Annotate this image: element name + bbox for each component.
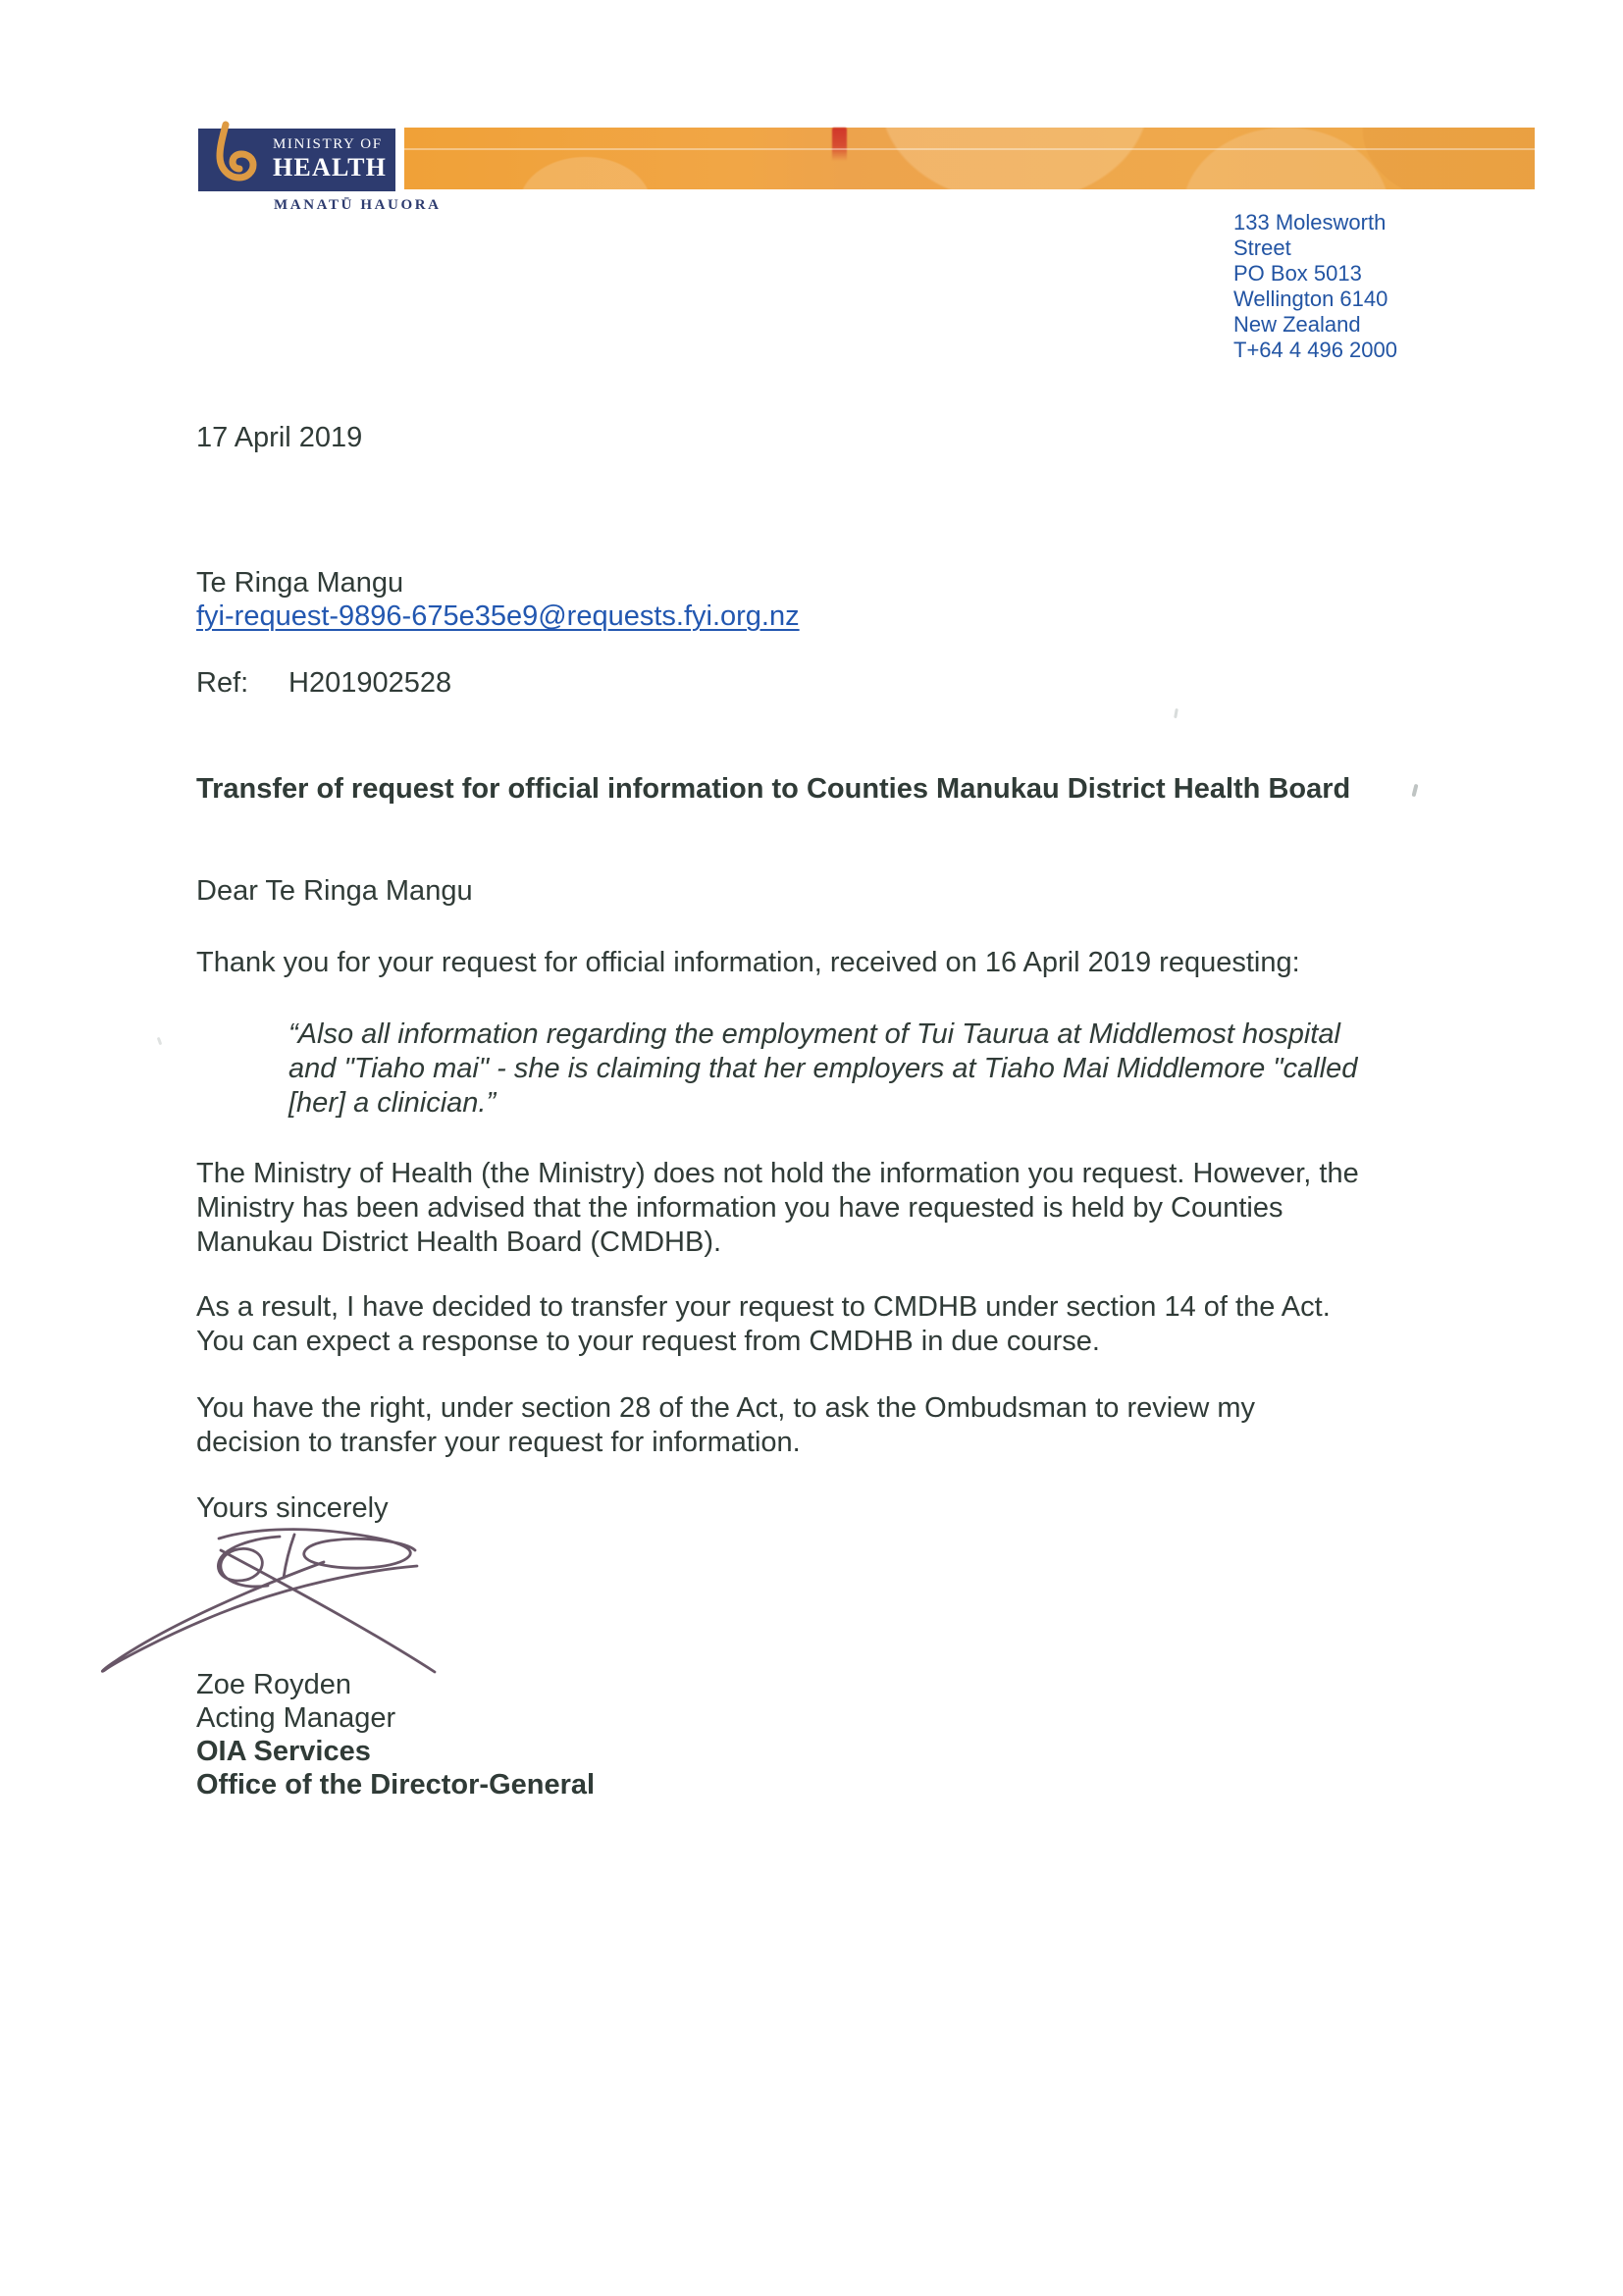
paragraph-line: The Ministry of Health (the Ministry) does not hold the information you request. However, the	[196, 1158, 1359, 1189]
banner-red-mark	[832, 128, 847, 161]
scan-artifact	[1174, 708, 1178, 718]
paragraph-line: As a result, I have decided to transfer your request to CMDHB under section 14 of the Act.	[196, 1291, 1331, 1323]
address-line: New Zealand	[1233, 312, 1361, 337]
quote-line: [her] a clinician.”	[288, 1087, 497, 1119]
address-line: Wellington 6140	[1233, 287, 1388, 311]
quote-line: and "Tiaho mai" - she is claiming that her employers at Tiaho Mai Middlemore "called	[288, 1053, 1358, 1084]
address-line: T+64 4 496 2000	[1233, 338, 1397, 362]
paragraph-not-held	[196, 1157, 1359, 1260]
sender-address	[1233, 210, 1397, 363]
address-line: 133 Molesworth	[1233, 210, 1387, 235]
signature-handwriting	[93, 1521, 446, 1686]
scan-artifact	[157, 1037, 163, 1046]
signer-title: Acting Manager	[196, 1702, 396, 1734]
letter-date: 17 April 2019	[196, 422, 363, 453]
quoted-request	[288, 1018, 1357, 1121]
signer-name: Zoe Royden	[196, 1669, 351, 1700]
paragraph-line: Ministry has been advised that the information you have requested is held by Counties	[196, 1192, 1283, 1224]
logo-line1: MINISTRY OF	[273, 136, 383, 152]
ministry-of-health-logo	[198, 129, 395, 191]
paragraph-line: Manukau District Health Board (CMDHB).	[196, 1226, 722, 1258]
paragraph-line: decision to transfer your request for information.	[196, 1427, 801, 1458]
recipient-name: Te Ringa Mangu	[196, 567, 404, 599]
ref-number: H201902528	[288, 667, 452, 699]
header-banner	[404, 128, 1535, 189]
signer-team: OIA Services	[196, 1736, 371, 1767]
koru-icon	[210, 122, 259, 184]
intro-paragraph: Thank you for your request for official information, received on 16 April 2019 requesting:	[196, 947, 1300, 978]
address-line: PO Box 5013	[1233, 261, 1362, 286]
logo-line2: HEALTH	[273, 153, 388, 182]
logo-wordmark	[273, 137, 387, 181]
paragraph-ombudsman-rights	[196, 1391, 1255, 1460]
recipient-email-line	[196, 600, 800, 634]
scan-artifact	[1411, 784, 1418, 798]
signer-office: Office of the Director-General	[196, 1769, 596, 1800]
reference-line	[196, 666, 451, 701]
recipient-email-link[interactable]: fyi-request-9896-675e35e9@requests.fyi.org.nz	[196, 600, 800, 632]
subject-line: Transfer of request for official information to Counties Manukau District Health Board	[196, 773, 1351, 805]
salutation: Dear Te Ringa Mangu	[196, 875, 473, 907]
paragraph-transfer	[196, 1290, 1331, 1359]
ref-label: Ref:	[196, 667, 249, 699]
address-line: Street	[1233, 235, 1291, 260]
logo-tagline: MANATŪ HAUORA	[274, 197, 442, 213]
closing: Yours sincerely	[196, 1492, 389, 1524]
quote-line: “Also all information regarding the employment of Tui Taurua at Middlemost hospital	[288, 1018, 1340, 1050]
paragraph-line: You have the right, under section 28 of the Act, to ask the Ombudsman to review my	[196, 1392, 1255, 1424]
paragraph-line: You can expect a response to your request from CMDHB in due course.	[196, 1326, 1100, 1357]
signature-block	[196, 1668, 595, 1801]
